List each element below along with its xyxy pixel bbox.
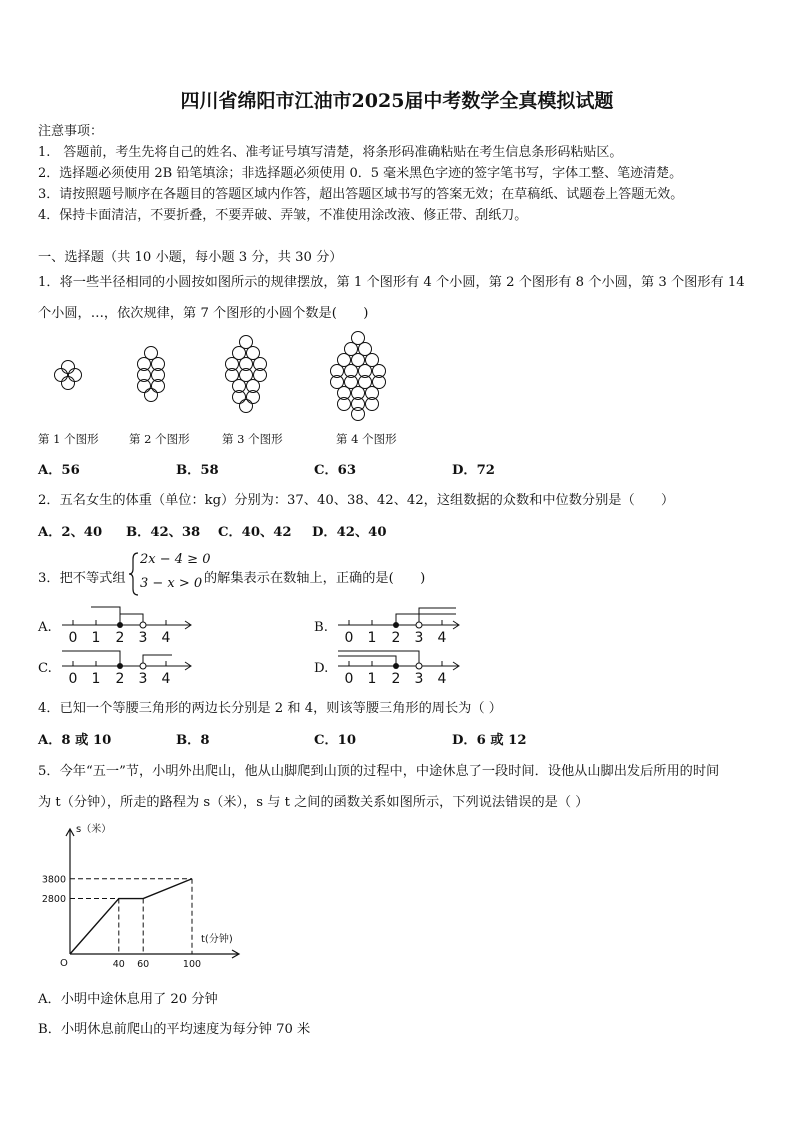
- q4-option-c: C．10: [314, 733, 357, 748]
- q1-caption-4: 第 4 个图形: [336, 432, 397, 446]
- tick-1: 1: [367, 630, 377, 644]
- q5-option-a: A．小明中途休息用了 20 分钟: [38, 992, 218, 1007]
- q3-label-d: D.: [314, 661, 329, 676]
- section-heading: 一、选择题（共 10 小题，每小题 3 分，共 30 分）: [38, 250, 343, 265]
- tick-4: 4: [161, 630, 171, 644]
- y-tick-2800: 2800: [41, 894, 66, 906]
- q3-prefix: 3．把不等式组: [38, 571, 126, 586]
- tick-0: 0: [344, 671, 354, 685]
- q5-option-b: B．小明休息前爬山的平均速度为每分钟 70 米: [38, 1022, 311, 1037]
- q5-stem-line1: 5．今年“五一”节，小明外出爬山，他从山脚爬到山顶的过程中，中途休息了一段时间．设他从山脚出发后所用的时间: [38, 764, 720, 779]
- q1-caption-2: 第 2 个图形: [129, 432, 190, 446]
- notice-item-2: 2．选择题必须使用 2B 铅笔填涂；非选择题必须使用 0．5 毫米黑色字迹的签字笔书写，字体工整、笔迹清楚。: [38, 166, 683, 181]
- q3-label-c: C.: [38, 661, 52, 676]
- tick-3: 3: [138, 630, 148, 644]
- tick-4: 4: [437, 671, 447, 685]
- q1-circle-patterns: [38, 328, 438, 423]
- q3-numberline-b: [334, 602, 474, 644]
- q1-caption-1: 第 1 个图形: [38, 432, 99, 446]
- q1-stem-line1: 1．将一些半径相同的小圆按如图所示的规律摆放，第 1 个图形有 4 个小圆，第 2 个图形有 8 个小圆，第 3 个图形有 14: [38, 275, 745, 290]
- q1-option-b: B．58: [176, 463, 219, 478]
- q4-option-a: A．8 或 10: [38, 733, 112, 748]
- tick-0: 0: [68, 630, 78, 644]
- tick-0: 0: [68, 671, 78, 685]
- tick-1: 1: [91, 630, 101, 644]
- q1-caption-3: 第 3 个图形: [222, 432, 283, 446]
- tick-3: 3: [414, 671, 424, 685]
- q1-option-c: C．63: [314, 463, 357, 478]
- q3-numberline-d: [334, 643, 474, 685]
- tick-3: 3: [414, 630, 424, 644]
- x-tick-40: 40: [112, 959, 125, 970]
- q3-suffix: 的解集表示在数轴上，正确的是( ): [204, 571, 426, 586]
- q5-stem-line2: 为 t（分钟），所走的路程为 s（米），s 与 t 之间的函数关系如图所示，下列说法错误的是（ ）: [38, 795, 589, 810]
- q2-option-b: B．42、38: [126, 525, 201, 540]
- q3-brace: [128, 551, 140, 597]
- q5-distance-time-chart: [30, 818, 250, 978]
- page-title: 四川省绵阳市江油市2025届中考数学全真模拟试题: [180, 90, 614, 112]
- tick-4: 4: [161, 671, 171, 685]
- tick-1: 1: [367, 671, 377, 685]
- tick-3: 3: [138, 671, 148, 685]
- x-tick-100: 100: [182, 959, 202, 970]
- figure-2-circles: [138, 347, 165, 402]
- q4-stem: 4．已知一个等腰三角形的两边长分别是 2 和 4，则该等腰三角形的周长为（ ）: [38, 701, 502, 716]
- q3-numberline-c: [58, 643, 198, 685]
- tick-2: 2: [391, 671, 401, 685]
- q3-numberline-a: [58, 602, 198, 644]
- notice-heading: 注意事项：: [38, 124, 104, 139]
- figure-3-circles: [226, 336, 267, 413]
- notice-item-4: 4．保持卡面清洁，不要折叠，不要弄破、弄皱，不准使用涂改液、修正带、刮纸刀。: [38, 208, 528, 223]
- q3-inequality-1: 2x − 4 ≥ 0: [140, 552, 211, 567]
- q2-stem: 2．五名女生的体重（单位：kg）分别为：37、40、38、42、42，这组数据的众数和中位数分别是（ ）: [38, 493, 675, 508]
- q2-option-a: A．2、40: [38, 525, 103, 540]
- series-line: [70, 879, 192, 954]
- tick-2: 2: [115, 630, 125, 644]
- x-axis-label: t(分钟): [201, 934, 233, 945]
- notice-item-3: 3．请按照题号顺序在各题目的答题区域内作答，超出答题区域书写的答案无效；在草稿纸、试题卷上答题无效。: [38, 187, 684, 202]
- q1-stem-line2: 个小圆，…，依次规律，第 7 个图形的小圆个数是( ): [38, 306, 369, 321]
- figure-4-circles: [331, 332, 386, 421]
- q3-inequality-2: 3 − x > 0: [140, 576, 203, 591]
- tick-2: 2: [115, 671, 125, 685]
- y-axis-label: s（米）: [76, 824, 112, 835]
- q2-option-c: C．40、42: [218, 525, 292, 540]
- q1-option-d: D．72: [452, 463, 495, 478]
- tick-2: 2: [391, 630, 401, 644]
- q2-option-d: D．42、40: [312, 525, 387, 540]
- tick-0: 0: [344, 630, 354, 644]
- x-tick-60: 60: [137, 959, 150, 970]
- y-tick-3800: 3800: [41, 874, 66, 886]
- figure-1-circles: [55, 361, 82, 390]
- notice-item-1: 1. 答题前，考生先将自己的姓名、准考证号填写清楚，将条形码准确粘贴在考生信息条形码粘贴区。: [38, 145, 623, 160]
- q4-option-d: D．6 或 12: [452, 733, 527, 748]
- q3-label-b: B.: [314, 620, 328, 635]
- tick-4: 4: [437, 630, 447, 644]
- q4-option-b: B．8: [176, 733, 210, 748]
- q3-label-a: A.: [38, 620, 52, 635]
- q1-option-a: A．56: [38, 463, 80, 478]
- origin-label: O: [60, 958, 68, 969]
- tick-1: 1: [91, 671, 101, 685]
